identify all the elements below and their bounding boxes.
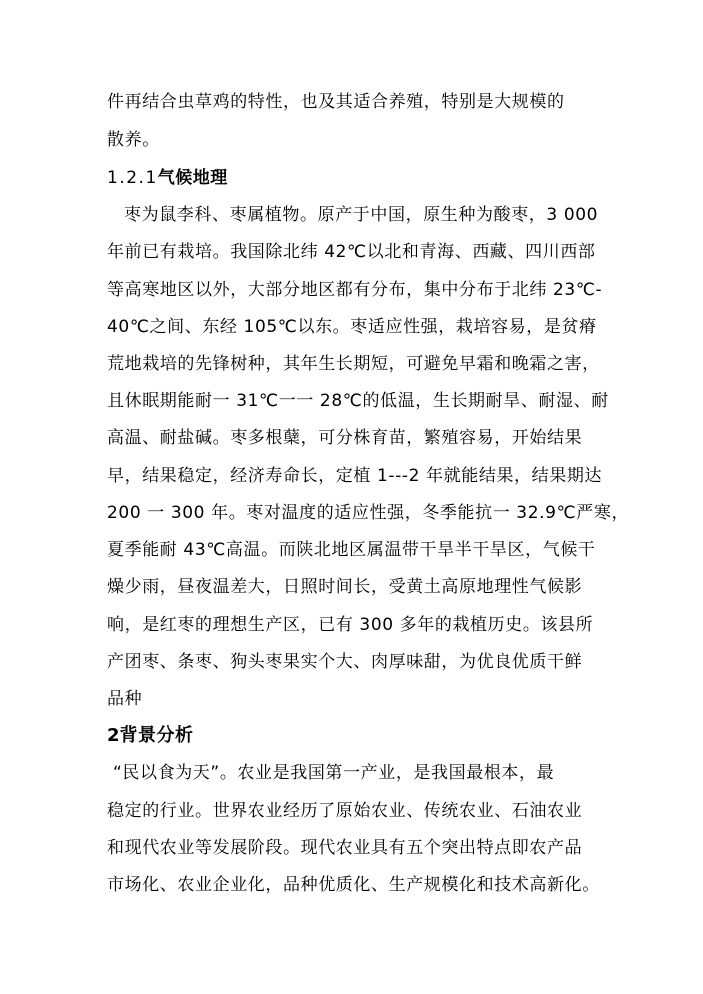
section-heading-1-2-1 [107,168,228,188]
paragraph-line: 和现代农业等发展阶段。现代农业具有五个突出特点即农产品 [107,838,583,858]
paragraph-line: 等高寒地区以外，大部分地区都有分布，集中分布于北纬 23℃- [107,280,603,300]
paragraph-line: 200 一 300 年。枣对温度的适应性强，冬季能抗一 32.9℃严寒， [107,503,630,523]
paragraph-line: 早，结果稳定，经济寿命长，定植 1---2 年就能结果，结果期达 [107,466,603,486]
paragraph-line: 散养。 [107,130,160,150]
paragraph-line: “民以食为天”。农业是我国第一产业，是我国最根本，最 [113,763,555,783]
paragraph-line: 市场化、农业企业化，品种优质化、生产规模化和技术高新化。 [107,875,600,895]
paragraph-line: 响，是红枣的理想生产区，已有 300 多年的栽植历史。该县所 [107,615,594,635]
paragraph-line: 燥少雨，昼夜温差大，日照时间长，受黄土高原地理性气候影 [107,577,583,597]
paragraph-line: 高温、耐盐碱。枣多根蘖，可分株育苗，繁殖容易，开始结果 [107,428,583,448]
section-title: 背景分析 [119,725,194,746]
paragraph-line: 且休眠期能耐一 31℃一一 28℃的低温，生长期耐旱、耐湿、耐 [107,391,609,411]
paragraph-line: 荒地栽培的先锋树种，其年生长期短，可避免早霜和晚霜之害， [107,354,600,374]
section-number: 2 [107,725,120,746]
paragraph-line: 稳定的行业。世界农业经历了原始农业、传统农业、石油农业 [107,801,583,821]
paragraph-line: 年前已有栽培。我国除北纬 42℃以北和青海、西藏、四川西部 [107,242,596,262]
paragraph-line: 产团枣、条枣、狗头枣果实个大、肉厚味甜，为优良优质干鲜 [107,652,583,672]
paragraph-line: 枣为鼠李科、枣属植物。原产于中国，原生种为酸枣，3 000 [124,205,599,225]
paragraph-line: 件再结合虫草鸡的特性，也及其适合养殖，特别是大规模的 [107,92,565,112]
paragraph-line: 品种 [107,689,143,709]
section-title: 气候地理 [157,168,228,188]
paragraph-line: 夏季能耐 43℃高温。而陕北地区属温带干旱半干旱区，气候干 [107,540,596,560]
section-number: 1.2.1 [107,168,158,188]
section-heading-2 [107,726,194,746]
paragraph-line: 40℃之间、东经 105℃以东。枣适应性强，栽培容易，是贫瘠 [107,317,597,337]
